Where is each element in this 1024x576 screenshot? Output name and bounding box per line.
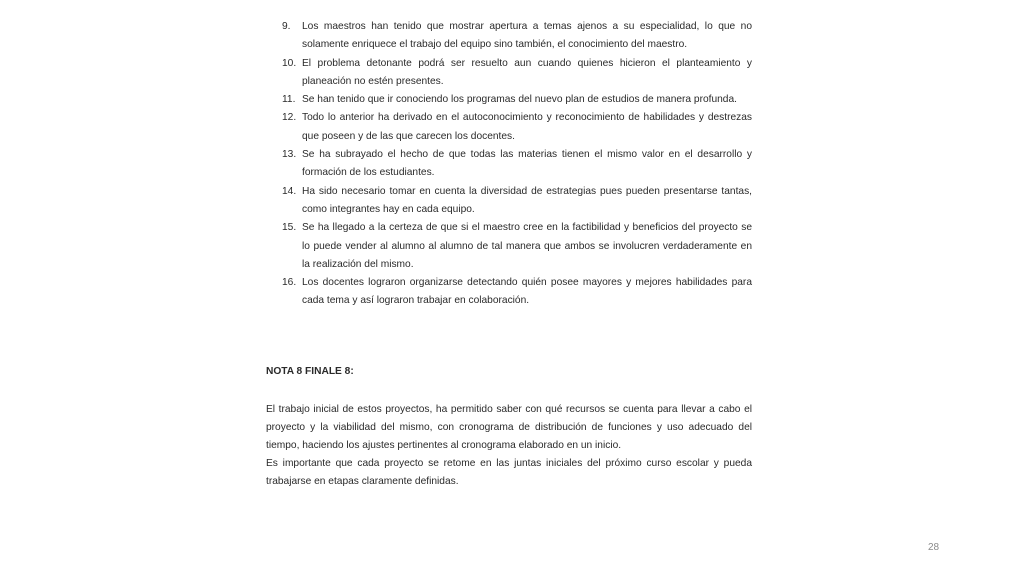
list-item: [282, 18, 752, 55]
list-item-number: 16.: [282, 277, 297, 289]
list-item-text: Los maestros han tenido que mostrar apertura a temas ajenos a su especialidad, lo que no solamente enriquece el trabajo del equipo sino también, el conocimiento del maestro.: [302, 21, 752, 51]
list-item: [282, 55, 752, 92]
list-item-number: 14.: [282, 185, 297, 197]
document-image: [262, 12, 754, 502]
list-item-number: 15.: [282, 222, 297, 234]
list-item: [282, 109, 752, 146]
note-heading: NOTA 8 FINALE 8:: [266, 366, 354, 377]
list-item-text: Todo lo anterior ha derivado en el autoconocimiento y reconocimiento de habilidades y destrezas que poseen y de las que carecen los docentes.: [302, 112, 752, 142]
numbered-list: [282, 18, 752, 311]
list-item-number: 9.: [282, 21, 291, 32]
list-item: [282, 91, 752, 109]
list-item-text: Se ha llegado a la certeza de que si el maestro cree en la factibilidad y beneficios del proyecto se lo puede vender al alumno al alumno de tal manera que ambos se involucren verdaderamente en la realización del mismo.: [302, 222, 752, 270]
list-item: [282, 146, 752, 183]
list-item-number: 10.: [282, 57, 297, 69]
list-item-number: 11.: [282, 94, 296, 106]
page-number: 28: [928, 542, 940, 553]
list-item: [282, 274, 752, 311]
list-item-text: Se ha subrayado el hecho de que todas las materias tienen el mismo valor en el desarrollo y formación de los estudiantes.: [302, 149, 752, 179]
list-item-text: Los docentes lograron organizarse detectando quién posee mayores y mejores habilidades para cada tema y así lograron trabajar en colaboración.: [302, 277, 752, 307]
note-paragraph: El trabajo inicial de estos proyectos, ha permitido saber con qué recursos se cuenta para llevar a cabo el proyecto y la viabilidad del mismo, con cronograma de distribución de funciones y uso adecuado del tiempo, haciendo los ajustes pertinentes al cronograma elaborado en un inicio.: [266, 404, 752, 451]
list-item-text: El problema detonante podrá ser resuelto aun cuando quienes hicieron el planteamiento y planeación no estén presentes.: [302, 57, 752, 87]
list-item-text: Se han tenido que ir conociendo los programas del nuevo plan de estudios de manera profunda.: [302, 94, 737, 106]
note-paragraph: Es importante que cada proyecto se retome en las juntas iniciales del próximo curso escolar y pueda trabajarse en etapas claramente definidas.: [266, 458, 752, 487]
list-item-text: Ha sido necesario tomar en cuenta la diversidad de estrategias pues pueden presentarse tantas, como integrantes hay en cada equipo.: [302, 185, 752, 215]
note-body: [266, 401, 752, 491]
list-item: [282, 219, 752, 274]
list-item: [282, 183, 752, 220]
list-item-number: 12.: [282, 112, 297, 124]
list-item-number: 13.: [282, 149, 297, 161]
